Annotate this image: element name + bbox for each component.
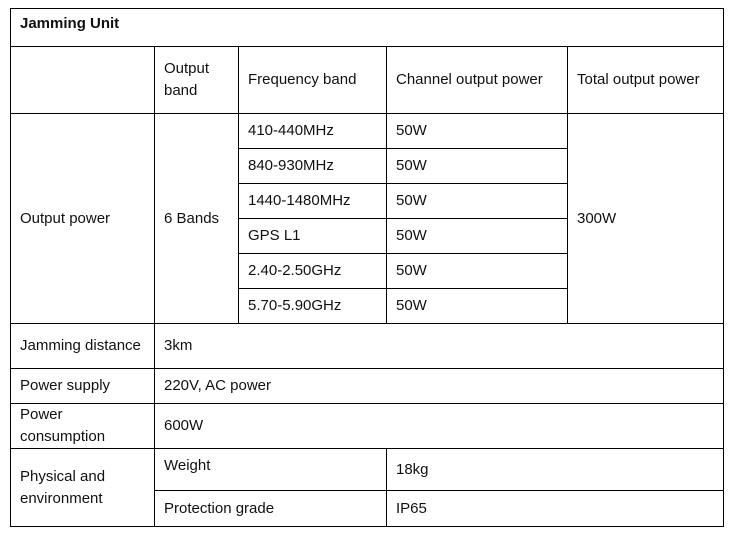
header-total-output-power: Total output power <box>568 47 724 114</box>
weight-value: 18kg <box>387 449 724 491</box>
output-power-label: Output power <box>11 114 155 324</box>
band-frequency: 1440-1480MHz <box>239 184 387 219</box>
title-row <box>11 9 724 47</box>
band-frequency: 2.40-2.50GHz <box>239 254 387 289</box>
jamming-distance-value: 3km <box>155 324 724 369</box>
header-row <box>11 47 724 114</box>
header-empty-cell <box>11 47 155 114</box>
band-frequency: 5.70-5.90GHz <box>239 289 387 324</box>
physical-environment-label: Physical and environment <box>11 449 155 527</box>
band-frequency: 410-440MHz <box>239 114 387 149</box>
power-supply-value: 220V, AC power <box>155 369 724 404</box>
bands-count: 6 Bands <box>155 114 239 324</box>
weight-row <box>11 449 724 491</box>
band-power: 50W <box>387 289 568 324</box>
spec-table <box>10 8 724 527</box>
band-power: 50W <box>387 254 568 289</box>
header-channel-output-power: Channel output power <box>387 47 568 114</box>
table-title: Jamming Unit <box>11 9 724 47</box>
power-supply-row <box>11 369 724 404</box>
power-consumption-label: Power consumption <box>11 404 155 449</box>
band-power: 50W <box>387 184 568 219</box>
band-power: 50W <box>387 219 568 254</box>
band-row <box>11 114 724 149</box>
band-power: 50W <box>387 149 568 184</box>
protection-grade-label: Protection grade <box>155 491 387 527</box>
power-supply-label: Power supply <box>11 369 155 404</box>
protection-grade-value: IP65 <box>387 491 724 527</box>
band-frequency: GPS L1 <box>239 219 387 254</box>
power-consumption-row <box>11 404 724 449</box>
jamming-distance-label: Jamming distance <box>11 324 155 369</box>
header-output-band: Output band <box>155 47 239 114</box>
band-power: 50W <box>387 114 568 149</box>
jamming-distance-row <box>11 324 724 369</box>
weight-label: Weight <box>155 449 387 491</box>
total-output-power-value: 300W <box>568 114 724 324</box>
power-consumption-value: 600W <box>155 404 724 449</box>
header-frequency-band: Frequency band <box>239 47 387 114</box>
band-frequency: 840-930MHz <box>239 149 387 184</box>
